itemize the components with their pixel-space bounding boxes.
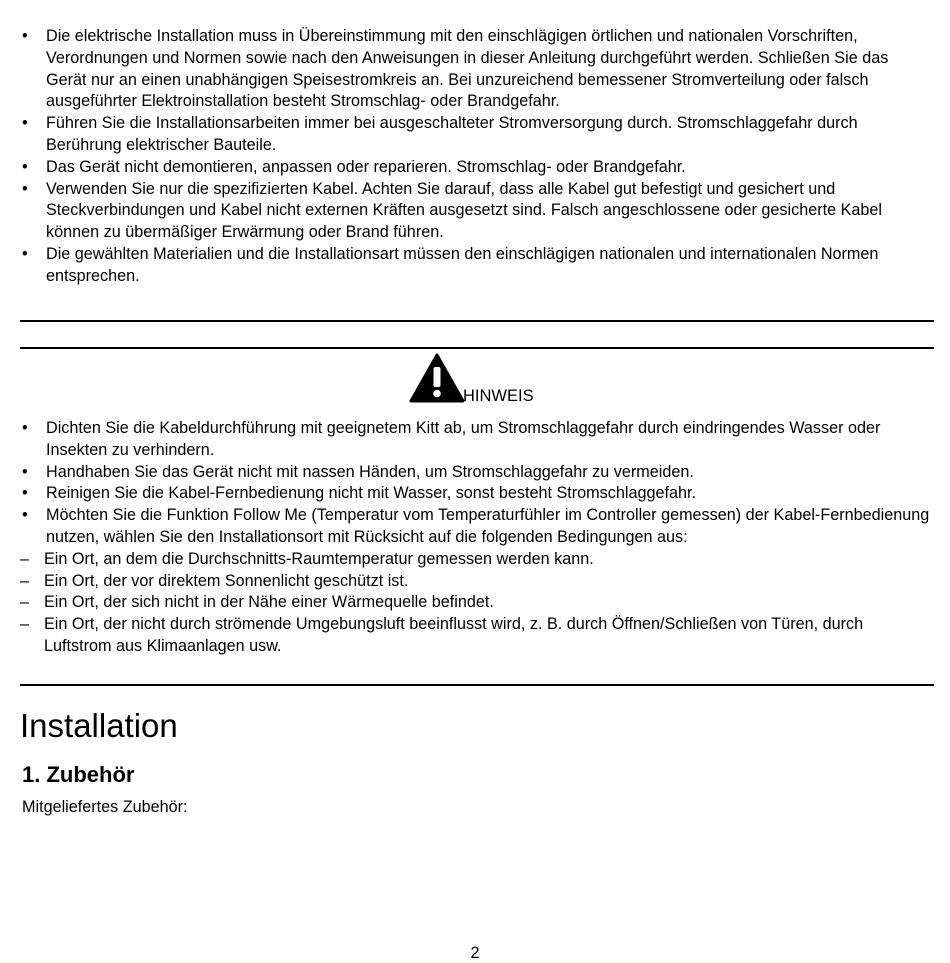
warning-item-text: Führen Sie die Installationsarbeiten immer bei ausgeschalteter Stromversorgung durch. Stromschlaggefahr durch Berührung elektrischer Bauteile. <box>46 114 858 154</box>
condition-item-text: Ein Ort, der sich nicht in der Nähe einer Wärmequelle befindet. <box>44 593 494 612</box>
dash-symbol: – <box>20 571 30 590</box>
dash-symbol: – <box>20 615 30 634</box>
notice-list <box>20 418 932 658</box>
notice-item-text: Dichten Sie die Kabeldurchführung mit geeignetem Kitt ab, um Stromschlaggefahr durch eindringendes Wasser oder Insekten zu verhindern. <box>46 419 881 459</box>
warning-item-text: Verwenden Sie nur die spezifizierten Kabel. Achten Sie darauf, dass alle Kabel gut befestigt und gesichert und Steckverbindungen und Kabel nicht externen Kräften ausgesetzt sind. Falsch angeschlossene oder gesicherte Kabel können zu übermäßiger Erwärmung oder Brand führen. <box>46 179 882 242</box>
condition-item-text: Ein Ort, an dem die Durchschnitts-Raumtemperatur gemessen werden kann. <box>44 549 594 568</box>
bullet-symbol: • <box>22 484 28 503</box>
bullet-symbol: • <box>22 114 28 133</box>
condition-item <box>20 549 932 571</box>
condition-item-text: Ein Ort, der nicht durch strömende Umgebungsluft beeinflusst wird, z. B. durch Öffnen/Schließen von Türen, durch Luftstrom aus Klimaanlagen usw. <box>44 615 864 655</box>
condition-list <box>20 549 932 658</box>
divider-line <box>20 684 934 686</box>
warning-item <box>20 179 932 244</box>
hinweis-header <box>0 353 950 405</box>
section-text: Mitgeliefertes Zubehör: <box>22 798 188 816</box>
bullet-symbol: • <box>22 27 28 45</box>
warning-item-text: Die elektrische Installation muss in Übereinstimmung mit den einschlägigen örtlichen und nationalen Vorschriften, Verordnungen und Normen sowie nach den Anweisungen in dieser Anleitung durchgeführt werden. Schließen Sie das Gerät nur an einen unabhängigen Speisestromkreis an. Bei unzureichend bemessener Stromverteilung oder falsch ausgeführter Elektroinstallation besteht Stromschlag- oder Brandgefahr. <box>46 27 889 111</box>
warning-item <box>20 157 932 179</box>
section-title: Installation <box>20 707 178 744</box>
condition-item <box>20 614 932 658</box>
hinweis-label: HINWEIS <box>463 387 534 405</box>
notice-item <box>20 483 932 505</box>
section-subtitle: 1. Zubehör <box>22 762 135 787</box>
notice-item-text: Möchten Sie die Funktion Follow Me (Temperatur vom Temperaturfühler im Controller gemessen) der Kabel-Fernbedienung nutzen, wählen Sie den Installationsort mit Rücksicht auf die folgenden Bedingungen aus: <box>46 506 930 546</box>
bullet-symbol: • <box>22 157 28 176</box>
bullet-symbol: • <box>22 419 28 437</box>
notice-item <box>20 418 932 462</box>
warning-item <box>20 26 932 113</box>
bullet-symbol: • <box>22 506 28 525</box>
dash-symbol: – <box>20 549 30 568</box>
notice-item-text: Reinigen Sie die Kabel-Fernbedienung nicht mit Wasser, sonst besteht Stromschlaggefahr. <box>46 484 696 503</box>
page-number: 2 <box>470 944 480 962</box>
divider-line <box>20 320 934 322</box>
dash-symbol: – <box>20 593 30 612</box>
condition-item <box>20 571 932 593</box>
warning-list <box>20 26 932 288</box>
notice-item <box>20 505 932 658</box>
bullet-symbol: • <box>22 462 28 481</box>
bullet-symbol: • <box>22 179 28 198</box>
notice-item <box>20 462 932 484</box>
condition-item <box>20 592 932 614</box>
divider-line <box>20 347 934 349</box>
bullet-symbol: • <box>22 244 28 263</box>
warning-item <box>20 113 932 157</box>
warning-item-text: Die gewählten Materialien und die Installationsart müssen den einschlägigen nationalen und internationalen Normen entsprechen. <box>46 244 879 285</box>
warning-triangle-icon <box>409 353 465 403</box>
warning-item-text: Das Gerät nicht demontieren, anpassen oder reparieren. Stromschlag- oder Brandgefahr. <box>46 157 686 176</box>
condition-item-text: Ein Ort, der vor direktem Sonnenlicht geschützt ist. <box>44 571 409 590</box>
warning-item <box>20 244 932 288</box>
notice-item-text: Handhaben Sie das Gerät nicht mit nassen Händen, um Stromschlaggefahr zu vermeiden. <box>46 462 694 481</box>
